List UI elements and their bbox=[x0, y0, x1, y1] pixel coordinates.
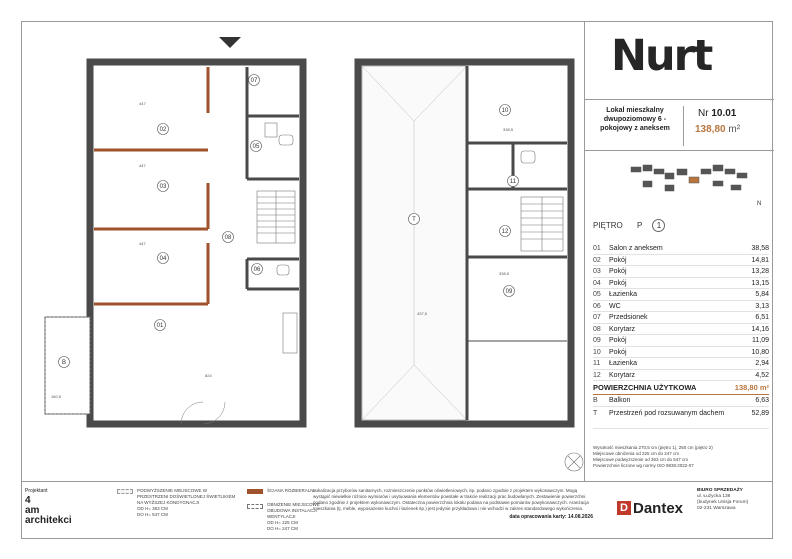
key-plan bbox=[585, 155, 774, 215]
room-no: 03 bbox=[593, 268, 601, 275]
legend-raised-text: PODWYŻSZENIE MIEJSCOWE W PRZESTRZENI DOŚWIETLONEJ ŚWIETLIKIEM NA WYŻSZEJ KONDYGNACJI bbox=[137, 488, 236, 505]
apartment-number bbox=[698, 108, 736, 119]
room-no: 07 bbox=[593, 314, 601, 321]
room-area: 6,63 bbox=[755, 397, 769, 404]
room-area: 14,16 bbox=[751, 325, 769, 333]
brand-logo: Nurt bbox=[611, 31, 712, 81]
room-row bbox=[593, 407, 769, 429]
height-notes bbox=[593, 445, 769, 469]
floor-number: 1 bbox=[652, 219, 665, 232]
svg-text:338,5: 338,5 bbox=[503, 127, 514, 132]
svg-text:N: N bbox=[757, 201, 762, 207]
room-name: Przestrzeń pod rozsuwanym dachem bbox=[609, 409, 725, 417]
divider bbox=[683, 106, 684, 146]
room-name: Salon z aneksem bbox=[609, 245, 663, 252]
apartment-description: Lokal mieszkalny dwupoziomowy 6 - pokojowy z aneksem bbox=[600, 107, 670, 132]
dantex-name: Dantex bbox=[633, 500, 684, 517]
room-name: Pokój bbox=[609, 348, 627, 356]
room-area: 2,94 bbox=[755, 360, 769, 367]
room-name: Korytarz bbox=[609, 371, 636, 379]
room-no: 10 bbox=[593, 348, 601, 356]
room-no: T bbox=[593, 409, 598, 417]
room-no: 11 bbox=[593, 360, 601, 367]
room-no: B bbox=[593, 397, 598, 404]
room-name: Pokój bbox=[609, 268, 627, 275]
area-unit: m² bbox=[728, 124, 741, 135]
floor-plans bbox=[21, 21, 584, 481]
stairs-lower bbox=[257, 191, 295, 243]
room-label-07: 07 bbox=[250, 78, 258, 84]
room-label-02: 02 bbox=[159, 127, 167, 133]
room-area: 14,81 bbox=[751, 256, 769, 264]
room-row bbox=[593, 243, 769, 255]
apartment-info bbox=[585, 99, 774, 151]
architect-line2: am bbox=[25, 505, 40, 516]
total-label: POWIERZCHNIA UŻYTKOWA bbox=[593, 383, 697, 392]
dantex-mark-icon: D bbox=[617, 501, 631, 515]
room-row bbox=[593, 347, 769, 359]
room-no: 12 bbox=[593, 371, 601, 379]
svg-text:447: 447 bbox=[139, 163, 146, 168]
room-area: 6,51 bbox=[755, 314, 769, 321]
room-no: 08 bbox=[593, 325, 601, 333]
room-row bbox=[593, 255, 769, 267]
room-name: Pokój bbox=[609, 337, 627, 344]
entrance-arrow-icon bbox=[219, 37, 241, 48]
legend-lowered-to: DO H= 247 CM bbox=[267, 526, 298, 531]
room-row bbox=[593, 335, 769, 347]
legend-raised bbox=[137, 488, 237, 518]
room-label-08: 08 bbox=[224, 235, 232, 241]
floor-label: PIĘTRO bbox=[593, 221, 623, 230]
number-label: Nr bbox=[698, 108, 709, 119]
room-area: 5,84 bbox=[755, 291, 769, 298]
disclaimer-text: Lokalizacja przyborów sanitarnych, rozmieszczenie punktów oświetleniowych, itp. podano zgodnie z projektem wykonawczym. Mogą wystąpić niewielkie różnice wymiarów i usytuowania elementów powstałe w trakcie realizacji prac budowlanych. Zestawienie powierzchni podano zgodnie z projektem wykonawczym. Ostateczna powierzchnia lokalu podana na podstawie pomiarów powykonawczych. Aranżacja mieszkania (tj. meble, wyposażenie kuchni i łazienek itp.) jest jedynie przykładowa i nie wchodzi w zakres standardowego wykończenia. bbox=[313, 488, 589, 511]
room-no: 05 bbox=[593, 291, 601, 298]
architect-line1: 4 bbox=[25, 495, 31, 506]
disclaimer bbox=[313, 488, 593, 520]
floor-letter: P bbox=[637, 221, 643, 230]
room-area: 3,13 bbox=[755, 302, 769, 310]
svg-text:160,5: 160,5 bbox=[51, 394, 62, 399]
svg-text:338,5: 338,5 bbox=[499, 271, 510, 276]
room-area: 4,52 bbox=[755, 371, 769, 379]
svg-text:447: 447 bbox=[139, 241, 146, 246]
room-name: Łazienka bbox=[609, 291, 638, 298]
room-row bbox=[593, 289, 769, 301]
dantex-logo bbox=[617, 500, 683, 517]
room-area: 11,09 bbox=[752, 337, 769, 344]
legend-removable: ŚCIANA ROZBIERALNA bbox=[267, 488, 317, 493]
stairs-upper bbox=[521, 197, 563, 251]
sales-office bbox=[697, 488, 748, 512]
room-row bbox=[593, 278, 769, 290]
room-row bbox=[593, 395, 769, 407]
room-name: Balkon bbox=[609, 397, 631, 404]
room-area: 13,15 bbox=[751, 279, 769, 287]
room-area: 10,80 bbox=[751, 348, 769, 356]
room-name: Korytarz bbox=[609, 325, 636, 333]
room-name: Pokój bbox=[609, 279, 627, 287]
room-table bbox=[593, 243, 769, 429]
room-label-T: T bbox=[412, 217, 416, 223]
architect-logo bbox=[25, 496, 72, 526]
upper-floor-plan bbox=[358, 62, 583, 471]
room-area: 13,28 bbox=[751, 268, 769, 275]
total-row bbox=[593, 381, 769, 395]
room-label-01: 01 bbox=[156, 323, 164, 329]
total-value: 138,80 m² bbox=[734, 383, 769, 392]
room-label-10: 10 bbox=[501, 108, 509, 114]
floor-indicator bbox=[593, 219, 665, 232]
room-label-09: 09 bbox=[505, 289, 513, 295]
svg-text:437,5: 437,5 bbox=[417, 311, 428, 316]
lower-floor-plan bbox=[45, 62, 303, 424]
floor-plan-drawing bbox=[21, 21, 584, 481]
room-label-B: B bbox=[61, 360, 67, 366]
room-no: 01 bbox=[593, 245, 601, 252]
room-no: 04 bbox=[593, 279, 601, 287]
architect-line3: architekci bbox=[25, 515, 72, 526]
room-label-05: 05 bbox=[252, 144, 260, 150]
legend-swatch-removable bbox=[247, 489, 263, 494]
svg-text:447: 447 bbox=[139, 101, 146, 106]
room-no: 02 bbox=[593, 256, 601, 264]
office-line-1: ul. Łużycka 138 bbox=[697, 494, 731, 499]
legend-swatch-raised bbox=[117, 489, 133, 494]
room-row bbox=[593, 358, 769, 370]
room-name: WC bbox=[609, 302, 621, 310]
room-name: Łazienka bbox=[609, 360, 638, 367]
room-area: 38,58 bbox=[751, 245, 769, 252]
legend-lowered-from: OD H= 225 CM bbox=[267, 520, 298, 525]
room-row bbox=[593, 312, 769, 324]
legend-raised-to: DO H= 547 CM bbox=[137, 512, 168, 517]
room-no: 06 bbox=[593, 302, 601, 310]
room-row bbox=[593, 370, 769, 382]
room-label-04: 04 bbox=[159, 256, 167, 262]
room-label-11: 11 bbox=[509, 179, 517, 185]
room-label-03: 03 bbox=[159, 184, 167, 190]
svg-text:824: 824 bbox=[205, 373, 212, 378]
office-line-3: 02-231 Warszawa bbox=[697, 506, 736, 511]
apartment-area bbox=[695, 124, 740, 135]
office-title: BIURO SPRZEDAŻY bbox=[697, 488, 743, 493]
footer bbox=[21, 481, 773, 539]
room-label-12: 12 bbox=[501, 229, 509, 235]
room-row bbox=[593, 324, 769, 336]
card-date: data opracowania karty: 14.08.2026 bbox=[509, 514, 593, 520]
room-area: 52,89 bbox=[751, 409, 769, 417]
legend-lowered-text: OBNIŻENIE MIEJSCOWE OBUDOWA INSTALACJI WENTYLACJI bbox=[267, 502, 320, 519]
room-name: Przedsionek bbox=[609, 314, 648, 321]
legend-swatch-lowered bbox=[247, 504, 263, 509]
note-line: Wysokość mieszkania 270,5 cm (piętro 1), 250 cm (piętro 2) bbox=[593, 445, 713, 450]
area-value: 138,80 bbox=[695, 124, 726, 135]
room-no: 09 bbox=[593, 337, 601, 344]
room-row bbox=[593, 266, 769, 278]
room-label-06: 06 bbox=[253, 267, 261, 273]
room-row bbox=[593, 301, 769, 313]
info-panel bbox=[584, 21, 773, 481]
note-line: Miejscowe obniżenia od 225 cm do 247 cm bbox=[593, 451, 680, 456]
office-line-2: (budynek Unisja Forum) bbox=[697, 500, 749, 505]
room-name: Pokój bbox=[609, 256, 627, 264]
number-value: 10.01 bbox=[711, 108, 737, 119]
legend-raised-from: OD H= 363 CM bbox=[137, 506, 168, 511]
note-line: Miejscowe podwyższenie od 363 cm do 547 cm bbox=[593, 457, 689, 462]
project-label: Projektant bbox=[25, 488, 48, 494]
note-line: Powierzchnie liczone wg normy ISO 9836:2022-07 bbox=[593, 463, 694, 468]
